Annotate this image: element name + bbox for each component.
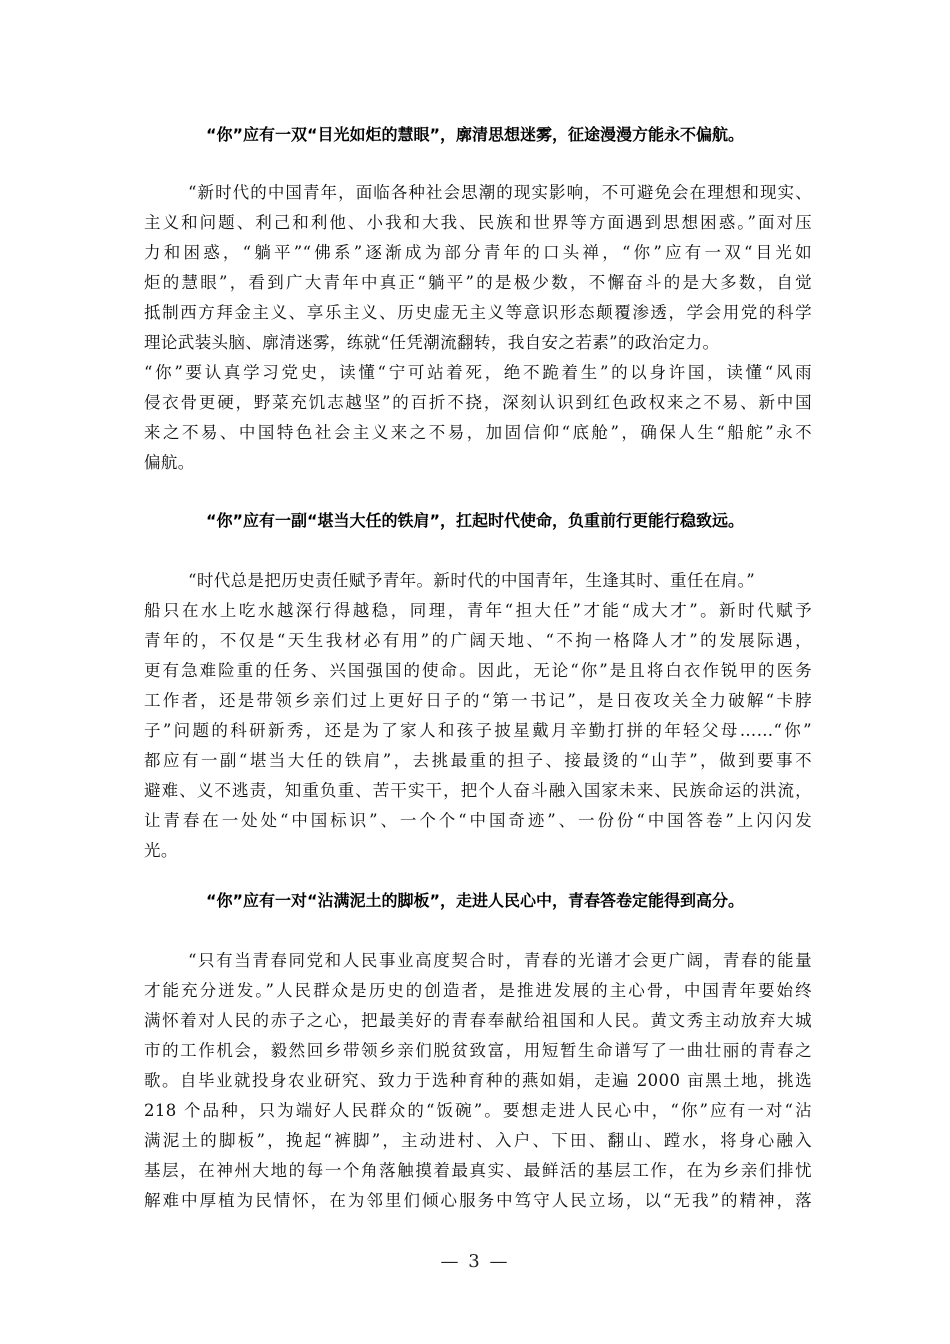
paragraph-line: 基层，在神州大地的每一个角落触摸着最真实、最鲜活的基层工作，在为乡亲们排忧 (144, 1161, 812, 1180)
paragraph-line: “只有当青春同党和人民事业高度契合时，青春的光谱才会更广阔，青春的能量 (188, 951, 812, 970)
paragraph-line: 来之不易、中国特色社会主义来之不易，加固信仰“底舱”，确保人生“船舵”永不 (144, 423, 812, 442)
paragraph-line: “时代总是把历史责任赋予青年。新时代的中国青年，生逢其时、重任在肩。” (188, 571, 756, 590)
paragraph-line: 解难中厚植为民情怀，在为邻里们倾心服务中笃守人民立场，以“无我”的精神，落 (144, 1191, 812, 1210)
paragraph-line: 船只在水上吃水越深行得越稳，同理，青年“担大任”才能“成大才”。新时代赋予 (144, 601, 812, 620)
paragraph-line: 炬的慧眼”，看到广大青年中真正“躺平”的是极少数，不懈奋斗的是大多数，自觉 (144, 273, 812, 292)
paragraph-line: 青年的，不仅是“天生我材必有用”的广阔天地、“不拘一格降人才”的发展际遇， (144, 631, 812, 650)
paragraph-line: 工作者，还是带领乡亲们过上更好日子的“第一书记”，是日夜攻关全力破解“卡脖 (144, 691, 812, 710)
section-heading-2: “你”应有一副“堪当大任的铁肩”，扛起时代使命，负重前行更能行稳致远。 (205, 511, 745, 530)
section-paragraph-1 (144, 178, 812, 478)
paragraph-line: 218 个品种，只为端好人民群众的“饭碗”。要想走进人民心中，“你”应有一对“沾 (144, 1101, 812, 1120)
paragraph-line: 力和困惑，“躺平”“佛系”逐渐成为部分青年的口头禅，“你”应有一双“目光如 (144, 243, 812, 262)
paragraph-line: 市的工作机会，毅然回乡带领乡亲们脱贫致富，用短暂生命谱写了一曲壮丽的青春之 (144, 1041, 812, 1060)
paragraph-line: 满泥土的脚板”，挽起“裤脚”，主动进村、入户、下田、翻山、蹚水，将身心融入 (144, 1131, 812, 1150)
paragraph-line: 满怀着对人民的赤子之心，把最美好的青春奉献给祖国和人民。黄文秀主动放弃大城 (144, 1011, 812, 1030)
paragraph-line: 光。 (144, 841, 178, 860)
section-paragraph-2 (144, 566, 812, 866)
section-heading-3: “你”应有一对“沾满泥土的脚板”，走进人民心中，青春答卷定能得到高分。 (205, 891, 745, 910)
paragraph-line: 理论武装头脑、廓清迷雾，练就“任凭潮流翻转，我自安之若素”的政治定力。 (144, 333, 720, 352)
paragraph-line: 偏航。 (144, 453, 195, 472)
paragraph-line: 歌。自毕业就投身农业研究、致力于选种育种的燕如娟，走遍 2000 亩黑土地，挑选 (144, 1071, 812, 1090)
paragraph-line: “新时代的中国青年，面临各种社会思潮的现实影响，不可避免会在理想和现实、 (188, 183, 812, 202)
paragraph-line: 避难、义不逃责，知重负重、苦干实干，把个人奋斗融入国家未来、民族命运的洪流， (144, 781, 812, 800)
section-paragraph-3 (144, 946, 812, 1216)
page-number: — 3 — (440, 1251, 510, 1272)
paragraph-line: 才能充分迸发。”人民群众是历史的创造者，是推进发展的主心骨，中国青年要始终 (144, 981, 812, 1000)
paragraph-line: “你”要认真学习党史，读懂“宁可站着死，绝不跪着生”的以身许国，读懂“风雨 (144, 363, 812, 382)
paragraph-line: 都应有一副“堪当大任的铁肩”，去挑最重的担子、接最烫的“山芋”，做到要事不 (144, 751, 812, 770)
paragraph-line: 更有急难险重的任务、兴国强国的使命。因此，无论“你”是且将白衣作锐甲的医务 (144, 661, 812, 680)
paragraph-line: 子”问题的科研新秀，还是为了家人和孩子披星戴月辛勤打拼的年轻父母……“你” (144, 721, 812, 740)
paragraph-line: 主义和问题、利己和利他、小我和大我、民族和世界等方面遇到思想困惑。”面对压 (144, 213, 812, 232)
paragraph-line: 让青春在一处处“中国标识”、一个个“中国奇迹”、一份份“中国答卷”上闪闪发 (144, 811, 812, 830)
paragraph-line: 侵衣骨更硬，野菜充饥志越坚”的百折不挠，深刻认识到红色政权来之不易、新中国 (144, 393, 812, 412)
section-heading-1: “你”应有一双“目光如炬的慧眼”，廓清思想迷雾，征途漫漫方能永不偏航。 (205, 125, 745, 144)
paragraph-line: 抵制西方拜金主义、享乐主义、历史虚无主义等意识形态颠覆渗透，学会用党的科学 (144, 303, 812, 322)
